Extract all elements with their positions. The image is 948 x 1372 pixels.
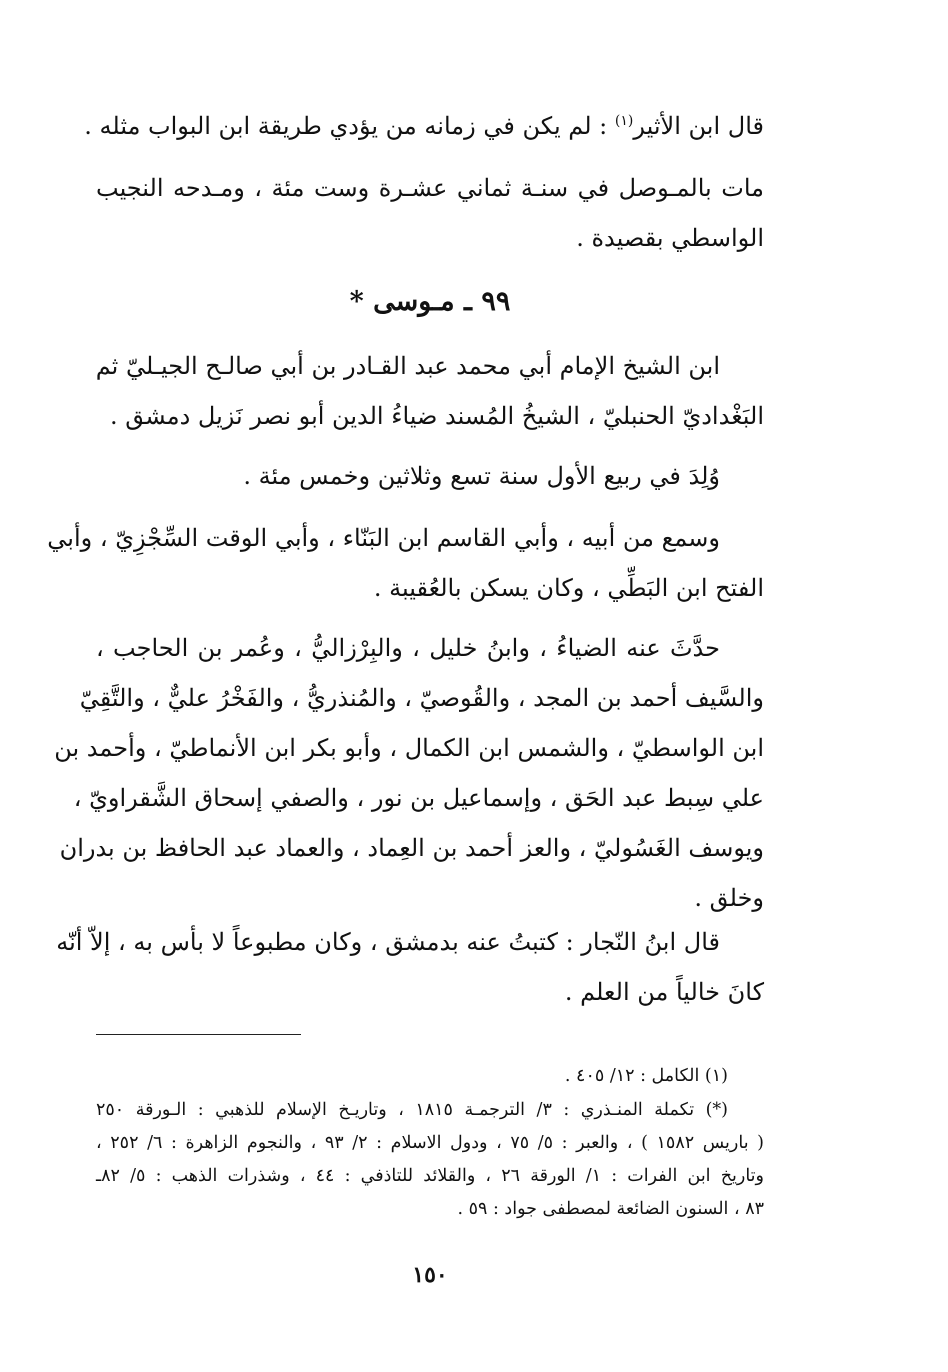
entry-heading: ٩٩ ـ مـوسى *: [349, 286, 511, 317]
body-line-3: وُلِدَ في ربيع الأول سنة تسع وثلاثين وخمس مئة .: [243, 462, 720, 490]
footnote-2-line-1: (*) تكملة المنـذري : ٣/ الترجمـة ١٨١٥ ، وتاريـخ الإسلام للذهبي : الـورقة ٢٥٠: [96, 1100, 728, 1120]
footnote-2-line-4: ٨٣ ، السنون الضائعة لمصطفى جواد : ٥٩ .: [457, 1199, 764, 1219]
body-line-13: كانَ خالياً من العلم .: [564, 978, 764, 1006]
intro-line-1: [84, 112, 764, 140]
body-line-1: ابن الشيخ الإمام أبي محمد عبد القـادر بن أبي صالـح الجيـليّ ثم: [95, 352, 720, 380]
body-line-6: حدَّثَ عنه الضياءُ ، وابنُ خليل ، والبِرْزاليُّ ، وعُمر بن الحاجب ،: [96, 634, 720, 662]
footnote-1: (١) الكامل : ١٢/ ٤٠٥ .: [564, 1066, 728, 1086]
body-line-4: وسمع من أبيه ، وأبي القاسم ابن البَنّاء ، وأبي الوقت السِّجْزِيّ ، وأبي: [47, 524, 720, 552]
body-line-8: ابن الواسطيّ ، والشمس ابن الكمال ، وأبو بكر ابن الأنماطيّ ، وأحمد بن: [54, 734, 764, 762]
body-line-5: الفتح ابن البَطِّي ، وكان يسكن بالعُقيبة .: [373, 574, 764, 602]
body-line-2: البَغْداديّ الحنبليّ ، الشيخُ المُسند ضياءُ الدين أبو نصر نَزيل دمشق .: [110, 402, 764, 430]
footnote-2-line-3: وتاريخ ابن الفرات : ١/ الورقة ٢٦ ، والقلائد للتاذفي : ٤٤ ، وشذرات الذهب : ٥/ ٨٢ـ: [96, 1166, 764, 1186]
intro-line-3: الواسطي بقصيدة .: [576, 224, 764, 252]
footnote-2-line-2: ( باريس ١٥٨٢ ) ، والعبر : ٥/ ٧٥ ، ودول الاسلام : ٢/ ٩٣ ، والنجوم الزاهرة : ٦/ ٢٥٢ ،: [96, 1133, 764, 1153]
body-line-11: وخلق .: [694, 884, 764, 912]
book-page: [47, 96, 764, 1296]
footnote-divider: [96, 1034, 301, 1035]
intro-line-1-text: قال ابن الأثير: [633, 112, 764, 140]
body-line-10: ويوسف الغَسُوليّ ، والعز أحمد بن العِماد ، والعماد عبد الحافظ بن بدران: [59, 834, 764, 862]
body-line-7: والسَّيف أحمد بن المجد ، والقُوصيّ ، والمُنذريُّ ، والفَخْرُ عليٌّ ، والتَّقِيّ: [79, 684, 764, 712]
intro-line-2: مات بالمـوصل في سنـة ثماني عشـرة وست مئة ، ومـدحه النجيب: [96, 174, 764, 202]
page-number: ١٥٠: [412, 1262, 448, 1288]
intro-line-1-rest: : لم يكن في زمانه من يؤدي طريقة ابن البواب مثله .: [84, 112, 615, 140]
body-line-12: قال ابنُ النّجار : كتبتُ عنه بدمشق ، وكان مطبوعاً لا بأس به ، إلاّ أنّه: [56, 928, 720, 956]
body-line-9: علي سِبط عبد الحَق ، وإسماعيل بن نور ، والصفي إسحاق الشَّقراويّ ،: [73, 784, 764, 812]
footnote-marker-1: (١): [614, 113, 634, 129]
